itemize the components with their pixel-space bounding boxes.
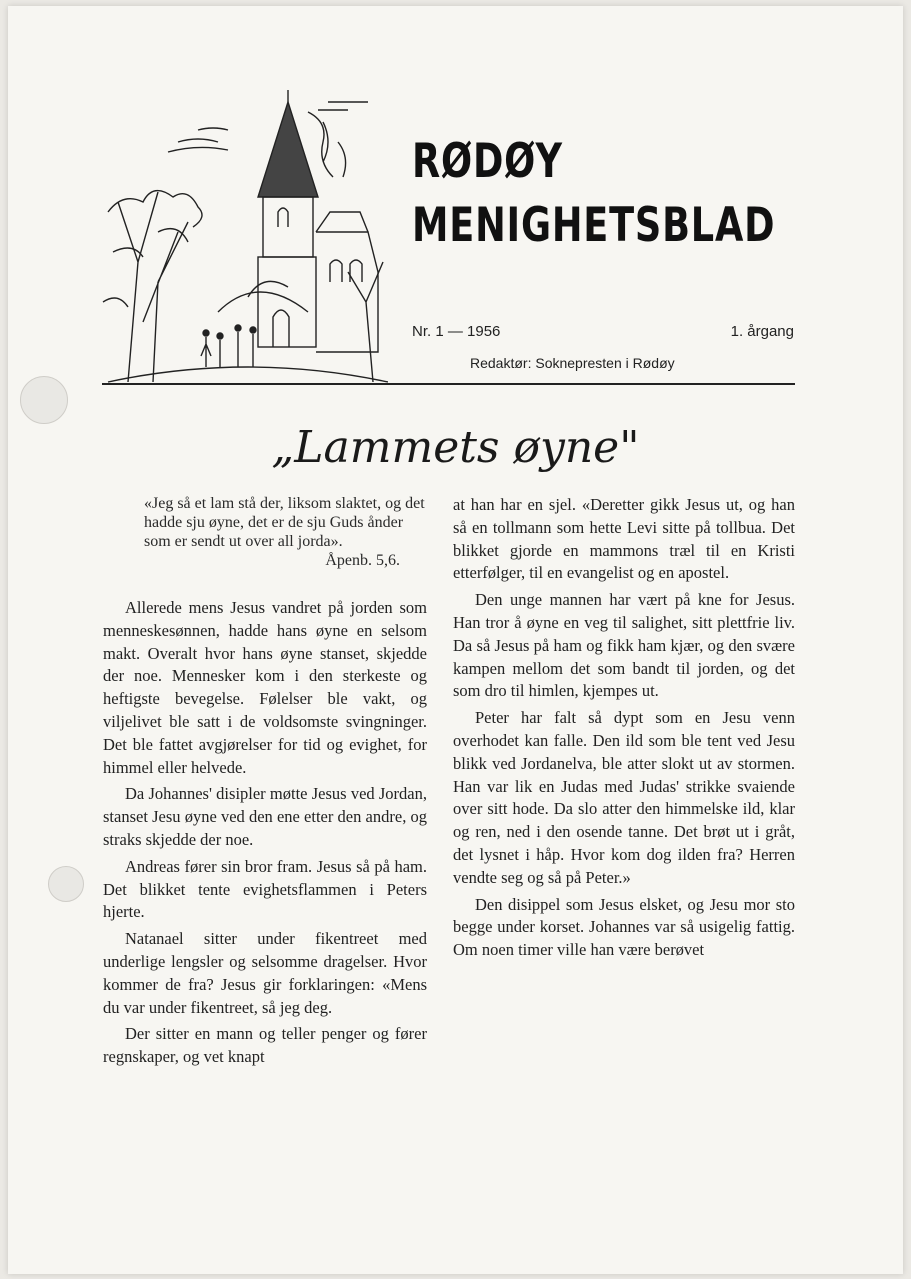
article-column-right	[453, 494, 795, 966]
paragraph: Peter har falt så dypt som en Jesu venn overhodet kan falle. Den ild som ble tent ved Jesu blikk ved Jordanelva, ble atter slokt ut av stormen. Han var lik en Judas med Judas' strikke svaiende over sitt hode. Da slo atter den himmelske ild, klar og ren, ned i den osende tanne. Det brøt ut i gråt, det lysnet i håp. Hvor kom dog ilden fra? Herren vendte seg og så på Peter.»	[453, 708, 795, 887]
masthead-title-line2: MENIGHETSBLAD	[412, 198, 776, 253]
paragraph: at han har en sjel. «Deretter gikk Jesus ut, og han så en tollmann som hette Levi sitte på tollbua. Det blikket gjorde en mammons træl til en Kristi etterfølger, til en evangelist og en apostel.	[453, 495, 795, 583]
punch-hole-bottom	[48, 866, 84, 902]
paragraph: Natanael sitter under fikentreet med underlige lengsler og selsomme dragelser. Hvor kommer de fra? Jesus gir forklaringen: «Mens du var under fikentreet, så jeg deg.	[103, 929, 427, 1017]
volume-label: 1. årgang	[730, 323, 794, 340]
epigraph-reference: Åpenb. 5,6.	[325, 552, 400, 569]
paragraph: Der sitter en mann og teller penger og fører regnskaper, og vet knapt	[103, 1024, 427, 1067]
paragraph: Andreas fører sin bror fram. Jesus så på ham. Det blikket tente evighetsflammen i Peters hjerte.	[103, 856, 427, 922]
paragraph: Den disippel som Jesus elsket, og Jesu mor sto begge under korset. Johannes var så usigelig fattig. Om noen timer ville han være berøvet	[453, 894, 795, 960]
issue-info	[412, 323, 794, 340]
newsletter-page	[8, 6, 903, 1274]
epigraph-text: «Jeg så et lam stå der, liksom slaktet, og det hadde sju øyne, det er de sju Guds ånder som er sendt ut over all jorda».	[144, 495, 425, 550]
masthead-title-line1: RØDØY	[412, 134, 563, 189]
paragraph: Allerede mens Jesus vandret på jorden som menneskesønnen, hadde hans øyne en selsom makt. Overalt hvor hans øyne stanset, skjedde der noe. Mennesker kom i den sterkeste og heftigste bevegelse. Følelser ble vakt, og viljelivet ble satt i de voldsomste svingninger. Det ble fattet avgjørelser for tid og evighet, for himmel eller helvede.	[103, 598, 427, 777]
editor-line: Redaktør: Soknepresten i Rødøy	[470, 355, 675, 371]
article-column-left	[103, 597, 427, 1073]
church-illustration	[98, 82, 388, 386]
epigraph	[144, 494, 426, 570]
article-title: „Lammets øyne"	[271, 422, 640, 473]
punch-hole-top	[20, 376, 68, 424]
issue-number: Nr. 1 — 1956	[412, 323, 501, 340]
paragraph: Den unge mannen har vært på kne for Jesus. Han tror å øyne en veg til salighet, sitt plettfrie liv. Da så Jesus på ham og fikk ham kjær, og den svære kampen mellom det som bandt til jorden, og det som dro til himlen, kjempes ut.	[453, 590, 795, 701]
masthead-title	[412, 130, 776, 258]
masthead-rule	[102, 383, 795, 385]
paragraph: Da Johannes' disipler møtte Jesus ved Jordan, stanset Jesu øyne ved den ene etter den andre, og straks skjedde der noe.	[103, 784, 427, 849]
